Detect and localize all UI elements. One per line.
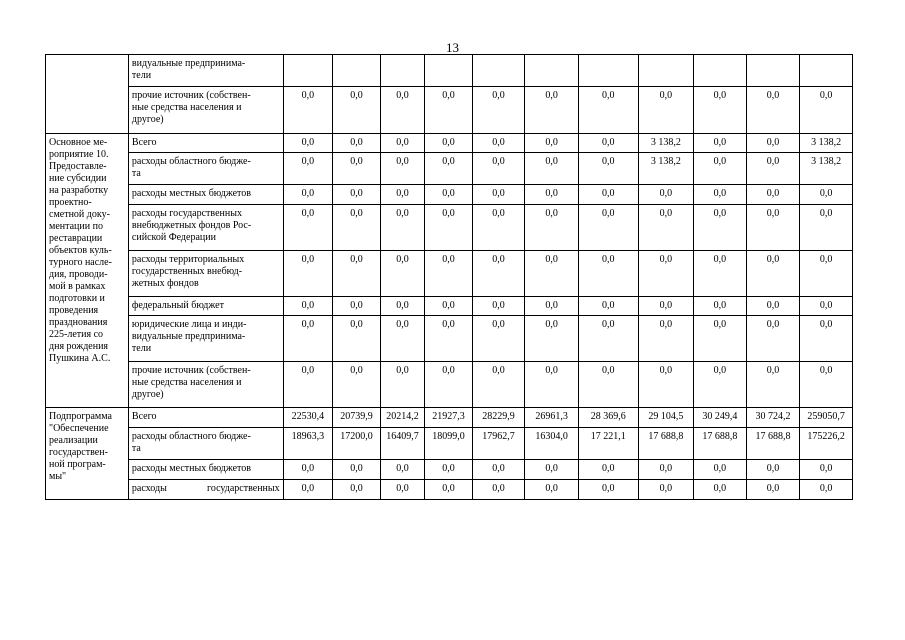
value-cell: 0,0 [283,205,333,251]
value-cell: 0,0 [746,134,800,153]
value-cell: 0,0 [694,205,747,251]
value-cell: 0,0 [746,251,800,297]
value-cell: 0,0 [425,87,473,134]
value-cell: 0,0 [746,185,800,205]
value-cell: 0,0 [578,251,638,297]
table-row [46,153,853,185]
value-cell: 0,0 [333,251,381,297]
value-cell: 0,0 [283,316,333,362]
page-number: 13 [446,40,459,55]
value-cell: 0,0 [380,480,424,500]
value-cell: 0,0 [380,87,424,134]
value-cell: 0,0 [800,87,853,134]
value-cell: 0,0 [472,316,525,362]
value-cell: 0,0 [694,153,747,185]
value-cell: 0,0 [472,134,525,153]
value-cell: 0,0 [638,87,694,134]
value-cell [746,55,800,87]
value-cell: 0,0 [746,297,800,316]
value-cell: 3 138,2 [800,153,853,185]
value-cell: 0,0 [638,316,694,362]
value-cell: 0,0 [283,362,333,408]
value-cell: 21927,3 [425,408,473,428]
value-cell: 0,0 [746,362,800,408]
value-cell: 0,0 [578,297,638,316]
value-cell: 20214,2 [380,408,424,428]
value-cell: 0,0 [525,480,579,500]
value-cell: 0,0 [380,316,424,362]
value-cell: 0,0 [380,460,424,480]
value-cell: 0,0 [525,153,579,185]
value-cell: 3 138,2 [800,134,853,153]
value-cell: 0,0 [525,362,579,408]
value-cell: 0,0 [578,205,638,251]
value-cell: 0,0 [380,205,424,251]
value-cell: 0,0 [800,316,853,362]
value-cell: 17 688,8 [694,428,747,460]
value-cell: 0,0 [525,297,579,316]
value-cell: 0,0 [694,362,747,408]
value-cell: 0,0 [333,297,381,316]
table-row [46,205,853,251]
value-cell: 17 688,8 [638,428,694,460]
value-cell: 0,0 [578,362,638,408]
value-cell: 30 249,4 [694,408,747,428]
measure-label: расходы областного бюдже- та [128,428,283,460]
value-cell: 0,0 [333,460,381,480]
value-cell: 0,0 [525,185,579,205]
value-cell: 0,0 [638,362,694,408]
table-row [46,428,853,460]
budget-table [45,54,853,500]
value-cell: 0,0 [694,480,747,500]
value-cell: 17 221,1 [578,428,638,460]
table-row [46,55,853,87]
value-cell: 0,0 [380,362,424,408]
value-cell [333,55,381,87]
value-cell: 0,0 [425,316,473,362]
value-cell: 0,0 [472,251,525,297]
value-cell: 0,0 [380,297,424,316]
value-cell: 0,0 [425,251,473,297]
value-cell: 26961,3 [525,408,579,428]
value-cell: 259050,7 [800,408,853,428]
value-cell: 0,0 [638,460,694,480]
measure-label: юридические лица и инди- видуальные предпринима- тели [128,316,283,362]
value-cell: 0,0 [472,87,525,134]
measure-label: расходы местных бюджетов [128,185,283,205]
value-cell: 0,0 [638,251,694,297]
value-cell: 0,0 [578,316,638,362]
value-cell: 0,0 [333,205,381,251]
value-cell: 0,0 [746,205,800,251]
value-cell: 0,0 [425,205,473,251]
value-cell: 0,0 [283,153,333,185]
value-cell: 0,0 [472,297,525,316]
value-cell: 0,0 [283,460,333,480]
value-cell [578,55,638,87]
value-cell: 0,0 [694,134,747,153]
value-cell [425,55,473,87]
value-cell: 175226,2 [800,428,853,460]
value-cell [525,55,579,87]
value-cell: 0,0 [694,251,747,297]
value-cell: 30 724,2 [746,408,800,428]
table-row [46,251,853,297]
table-row [46,185,853,205]
value-cell: 0,0 [283,480,333,500]
value-cell: 20739,9 [333,408,381,428]
value-cell: 0,0 [283,185,333,205]
measure-label: видуальные предпринима- тели [128,55,283,87]
value-cell: 16304,0 [525,428,579,460]
value-cell [472,55,525,87]
value-cell: 0,0 [425,480,473,500]
measure-label: расходы местных бюджетов [128,460,283,480]
value-cell: 0,0 [472,362,525,408]
measure-label: расходы территориальных государственных внебюд- жетных фондов [128,251,283,297]
value-cell: 0,0 [525,87,579,134]
value-cell: 0,0 [333,480,381,500]
value-cell: 0,0 [525,460,579,480]
value-cell: 28 369,6 [578,408,638,428]
value-cell: 0,0 [525,134,579,153]
value-cell: 0,0 [380,251,424,297]
table-row [46,408,853,428]
value-cell: 0,0 [525,205,579,251]
value-cell: 0,0 [425,185,473,205]
value-cell: 18099,0 [425,428,473,460]
value-cell: 0,0 [746,480,800,500]
value-cell: 29 104,5 [638,408,694,428]
value-cell: 0,0 [472,205,525,251]
value-cell: 0,0 [638,480,694,500]
value-cell: 0,0 [746,460,800,480]
value-cell: 0,0 [578,460,638,480]
measure-label: прочие источник (собствен- ные средства населения и другое) [128,362,283,408]
value-cell [283,55,333,87]
value-cell: 17200,0 [333,428,381,460]
value-cell: 0,0 [472,185,525,205]
value-cell: 0,0 [800,185,853,205]
table-row [46,87,853,134]
value-cell: 0,0 [525,251,579,297]
table-row [46,362,853,408]
value-cell: 0,0 [694,297,747,316]
value-cell: 0,0 [425,297,473,316]
table-row [46,316,853,362]
value-cell: 0,0 [333,153,381,185]
value-cell: 0,0 [380,153,424,185]
value-cell [800,55,853,87]
value-cell: 0,0 [800,297,853,316]
value-cell: 0,0 [333,87,381,134]
value-cell: 0,0 [694,460,747,480]
value-cell: 0,0 [283,87,333,134]
value-cell: 28229,9 [472,408,525,428]
continued-program-cell [46,55,129,134]
value-cell: 0,0 [638,205,694,251]
value-cell: 0,0 [578,480,638,500]
value-cell: 0,0 [800,205,853,251]
measure-label: расходы областного бюдже- та [128,153,283,185]
value-cell: 0,0 [746,316,800,362]
value-cell: 0,0 [578,134,638,153]
value-cell: 17962,7 [472,428,525,460]
value-cell: 0,0 [425,362,473,408]
measure-label: Всего [128,134,283,153]
value-cell: 16409,7 [380,428,424,460]
value-cell: 0,0 [800,480,853,500]
measure-label: расходы государственных [128,480,283,500]
value-cell: 3 138,2 [638,134,694,153]
value-cell: 0,0 [525,316,579,362]
value-cell: 0,0 [333,134,381,153]
measure-label: федеральный бюджет [128,297,283,316]
value-cell [638,55,694,87]
value-cell: 0,0 [472,153,525,185]
table-row [46,134,853,153]
value-cell: 0,0 [694,185,747,205]
value-cell: 0,0 [578,87,638,134]
value-cell: 0,0 [425,460,473,480]
table-row [46,460,853,480]
value-cell: 0,0 [578,185,638,205]
value-cell: 0,0 [800,460,853,480]
value-cell: 22530,4 [283,408,333,428]
value-cell: 0,0 [638,185,694,205]
value-cell: 0,0 [333,316,381,362]
value-cell: 0,0 [425,134,473,153]
value-cell: 0,0 [638,297,694,316]
value-cell: 3 138,2 [638,153,694,185]
measure-label: Всего [128,408,283,428]
value-cell: 17 688,8 [746,428,800,460]
value-cell: 0,0 [694,316,747,362]
value-cell: 0,0 [380,134,424,153]
value-cell: 0,0 [283,251,333,297]
measure-label: прочие источник (собствен- ные средства населения и другое) [128,87,283,134]
value-cell: 0,0 [578,153,638,185]
value-cell: 0,0 [472,480,525,500]
value-cell [380,55,424,87]
table-row [46,297,853,316]
program-name: Основное ме- роприятие 10. Предоставле- ние субсидии на разработку проектно- сметной доку- ментации по реставрации объектов куль- турного насле- дия, проводи- мой в рамках подготовки и проведения празднования 225-летия со дня рождения Пушкина А.С. [46,134,129,408]
program-name: Подпрограмма "Обеспечение реализации государствен- ной програм- мы" [46,408,129,500]
value-cell: 0,0 [472,460,525,480]
value-cell: 0,0 [800,251,853,297]
value-cell: 0,0 [333,185,381,205]
value-cell: 0,0 [333,362,381,408]
value-cell: 0,0 [425,153,473,185]
table-row [46,480,853,500]
value-cell: 0,0 [746,153,800,185]
value-cell: 0,0 [800,362,853,408]
value-cell: 0,0 [746,87,800,134]
value-cell: 0,0 [283,134,333,153]
value-cell [694,55,747,87]
value-cell: 0,0 [694,87,747,134]
measure-label: расходы государственных внебюджетных фондов Рос- сийской Федерации [128,205,283,251]
value-cell: 0,0 [283,297,333,316]
value-cell: 0,0 [380,185,424,205]
value-cell: 18963,3 [283,428,333,460]
